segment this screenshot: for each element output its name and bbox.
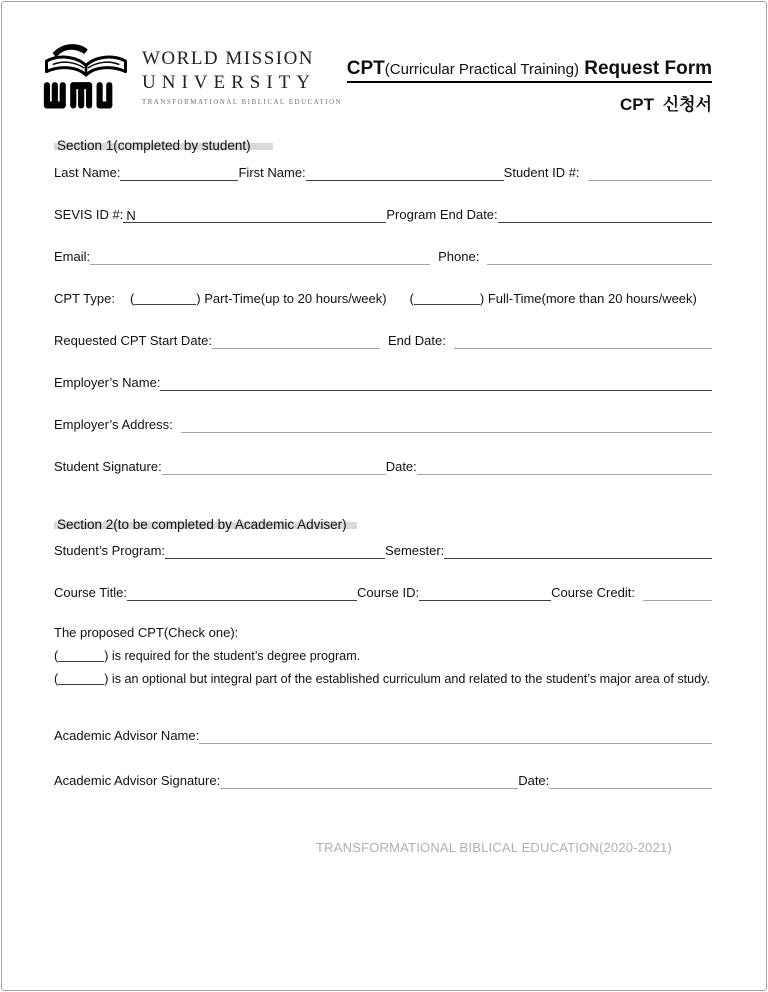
student-signature-row (54, 459, 712, 475)
title-cpt: CPT (346, 58, 385, 79)
footer-text: TRANSFORMATIONAL BIBLICAL EDUCATION(2020-2021) (316, 840, 672, 855)
section1-header: Section 1(completed by student) (54, 143, 273, 150)
start-date-field[interactable] (212, 334, 380, 349)
option-required-row (54, 649, 712, 663)
full-time-label: ) Full-Time(more than 20 hours/week) (479, 291, 697, 306)
full-time-checkbox-blank[interactable] (414, 293, 480, 305)
sevis-id-field[interactable] (123, 208, 386, 223)
email-label: Email: (54, 249, 91, 264)
program-end-date-field[interactable] (498, 208, 712, 223)
signature-date-label: Date: (385, 459, 417, 474)
end-date-label: End Date: (388, 333, 446, 348)
cpt-dates-row (54, 333, 712, 349)
title-request-form: Request Form (578, 58, 712, 79)
last-name-label: Last Name: (54, 165, 121, 180)
advisor-name-field[interactable] (199, 729, 712, 744)
program-row (54, 543, 712, 559)
course-title-field[interactable] (127, 586, 357, 601)
cpt-type-label: CPT Type: (54, 291, 115, 306)
advisor-name-label: Academic Advisor Name: (54, 728, 200, 743)
student-program-field[interactable] (165, 544, 385, 559)
university-name-line1: WORLD MISSION (142, 48, 315, 69)
start-date-label: Requested CPT Start Date: (54, 333, 213, 348)
university-logo-text (142, 40, 342, 106)
paren-open: ( (409, 291, 414, 306)
optional-checkbox-blank[interactable] (58, 673, 104, 685)
paren-open: ( (54, 672, 59, 686)
option-required-label: ) is required for the student’s degree program. (104, 649, 361, 663)
cpt-type-row (54, 291, 712, 307)
part-time-option (130, 291, 387, 307)
phone-field[interactable] (487, 250, 712, 265)
first-name-label: First Name: (238, 165, 306, 180)
student-program-label: Student’s Program: (54, 543, 166, 558)
course-title-label: Course Title: (54, 585, 127, 600)
program-end-date-label: Program End Date: (386, 207, 498, 222)
advisor-signature-label: Academic Advisor Signature: (54, 773, 221, 788)
advisor-date-field[interactable] (549, 774, 712, 789)
student-id-label: Student ID #: (503, 165, 580, 180)
first-name-field[interactable] (306, 166, 504, 181)
sevis-id-value: N (126, 208, 136, 223)
employer-address-label: Employer’s Address: (54, 417, 173, 432)
course-id-field[interactable] (419, 586, 551, 601)
advisor-signature-row (54, 773, 712, 789)
sevis-id-label: SEVIS ID #: (54, 207, 124, 222)
course-credit-label: Course Credit: (551, 585, 635, 600)
university-tagline: TRANSFORMATIONAL BIBLICAL EDUCATION (142, 99, 343, 106)
student-signature-label: Student Signature: (54, 459, 162, 474)
semester-field[interactable] (444, 544, 712, 559)
form-header (2, 2, 766, 115)
employer-name-row (54, 375, 712, 391)
required-checkbox-blank[interactable] (58, 650, 104, 662)
course-id-label: Course ID: (356, 585, 420, 600)
last-name-field[interactable] (120, 166, 238, 181)
semester-label: Semester: (385, 543, 445, 558)
advisor-date-label: Date: (518, 773, 550, 788)
paren-open: ( (54, 649, 59, 663)
cpt-end-date-field[interactable] (454, 334, 712, 349)
contact-row (54, 249, 712, 265)
name-row (54, 165, 712, 181)
form-title-en (347, 58, 712, 83)
part-time-checkbox-blank[interactable] (134, 293, 196, 305)
option-optional-row (54, 672, 712, 686)
course-row (54, 585, 712, 601)
phone-label: Phone: (438, 249, 480, 264)
advisor-signature-field[interactable] (220, 774, 518, 789)
form-page (1, 1, 767, 991)
student-signature-field[interactable] (162, 460, 386, 475)
part-time-label: ) Part-Time(up to 20 hours/week) (196, 291, 387, 306)
employer-address-row (54, 417, 712, 433)
open-book-wmu-icon (42, 40, 130, 112)
option-optional-label: ) is an optional but integral part of the established curriculum and related to the student’s major area of study. (104, 672, 710, 686)
course-credit-field[interactable] (643, 586, 712, 601)
employer-name-label: Employer’s Name: (54, 375, 161, 390)
university-logo (42, 40, 342, 112)
section2-header: Section 2(to be completed by Academic Adviser) (54, 522, 357, 529)
employer-address-field[interactable] (181, 418, 712, 433)
email-field[interactable] (90, 250, 430, 265)
student-id-field[interactable] (588, 166, 712, 181)
title-block (347, 40, 712, 115)
form-title-korean: CPT 신청서 (620, 95, 712, 114)
proposed-cpt-label: The proposed CPT(Check one): (54, 625, 239, 640)
sevis-row (54, 207, 712, 223)
title-paren: (Curricular Practical Training) (384, 61, 579, 78)
paren-open: ( (129, 291, 135, 306)
university-name-line2: UNIVERSITY (142, 72, 316, 93)
signature-date-field[interactable] (417, 460, 712, 475)
employer-name-field[interactable] (160, 376, 712, 391)
advisor-name-row (54, 728, 712, 744)
full-time-option (410, 291, 697, 307)
